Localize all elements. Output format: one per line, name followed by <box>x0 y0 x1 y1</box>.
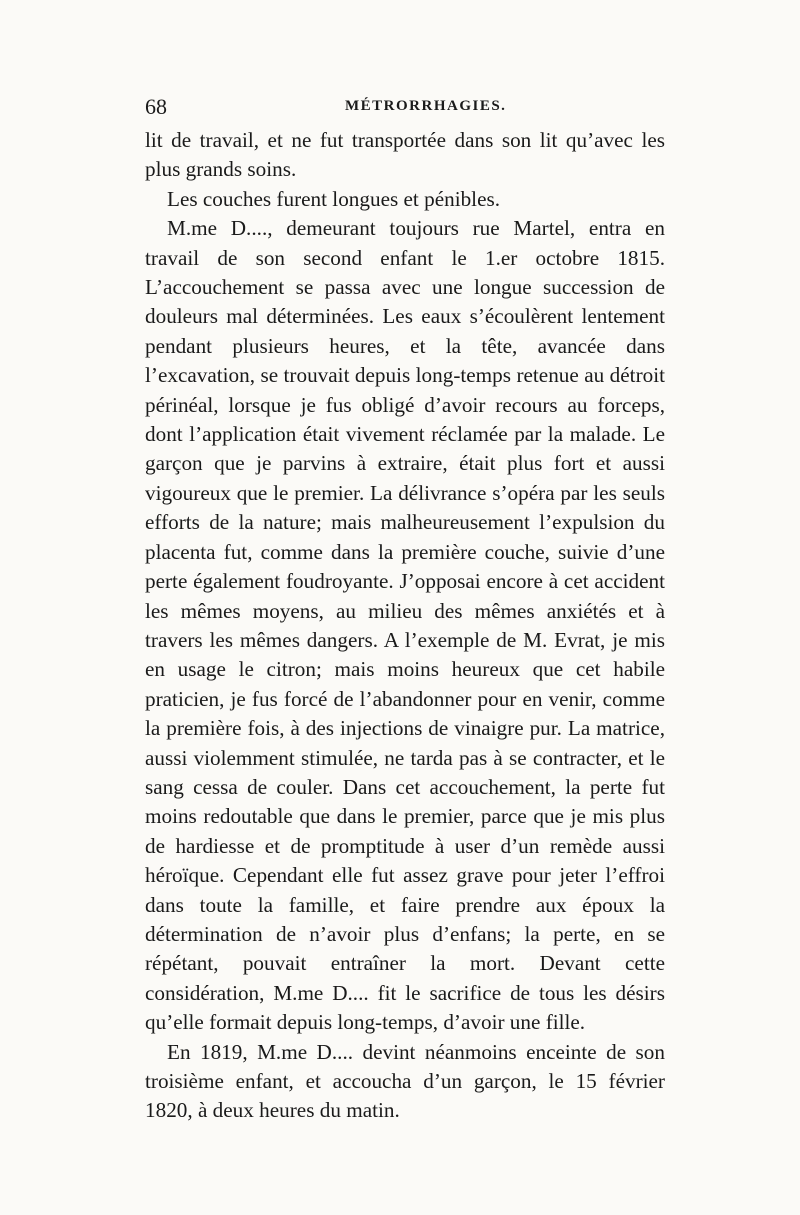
book-page <box>145 92 665 1126</box>
body-text <box>145 126 665 1126</box>
running-title: MÉTRORRHAGIES. <box>345 98 507 114</box>
paragraph-third-pregnancy: En 1819, M.me D.... devint néanmoins enceinte de son troisième enfant, et accoucha d’un garçon, le 15 février 1820, à deux heures du matin. <box>145 1039 665 1123</box>
page-number: 68 <box>145 94 167 119</box>
paragraph-couches: Les couches furent longues et pénibles. <box>167 186 501 211</box>
running-head <box>145 92 665 126</box>
paragraph-case-description: M.me D...., demeurant toujours rue Martel, entra en travail de son second enfant le 1.er octobre 1815. L’accouchement se passa avec une longue succession de douleurs mal déterminées. Les eaux s’écoulèrent lentement pendant plusieurs heures, et la tête, avancée dans l’excavation, se trouvait depuis long-temps retenue au détroit périnéal, lorsque je fus obligé d’avoir recours au forceps, dont l’application était vivement réclamée par la malade. Le garçon que je parvins à extraire, était plus fort et aussi vigoureux que le premier. La délivrance s’opéra par les seuls efforts de la nature; mais malheureusement l’expulsion du placenta fut, comme dans la première couche, suivie d’une perte également foudroyante. J’opposai encore à cet accident les mêmes moyens, au milieu des mêmes anxiétés et à travers les mêmes dangers. A l’exemple de M. Evrat, je mis en usage le citron; mais moins heureux que cet habile praticien, je fus forcé de l’abandonner pour en venir, comme la première fois, à des injections de vinaigre pur. La matrice, aussi violemment stimulée, ne tarda pas à se contracter, et le sang cessa de couler. Dans cet accouchement, la perte fut moins redoutable que dans le premier, parce que je mis plus de hardiesse et de promptitude à user d’un remède aussi héroïque. Cependant elle fut assez grave pour jeter l’effroi dans toute la famille, et faire prendre aux époux la détermination de n’avoir plus d’enfans; la perte, en se répétant, pouvait entraîner la mort. Devant cette considération, M.me D.... fit le sacrifice de tous les désirs qu’elle formait depuis long-temps, d’avoir une fille. <box>145 216 665 1035</box>
paragraph-continuation: lit de travail, et ne fut transportée dans son lit qu’avec les plus grands soins. <box>145 128 665 182</box>
